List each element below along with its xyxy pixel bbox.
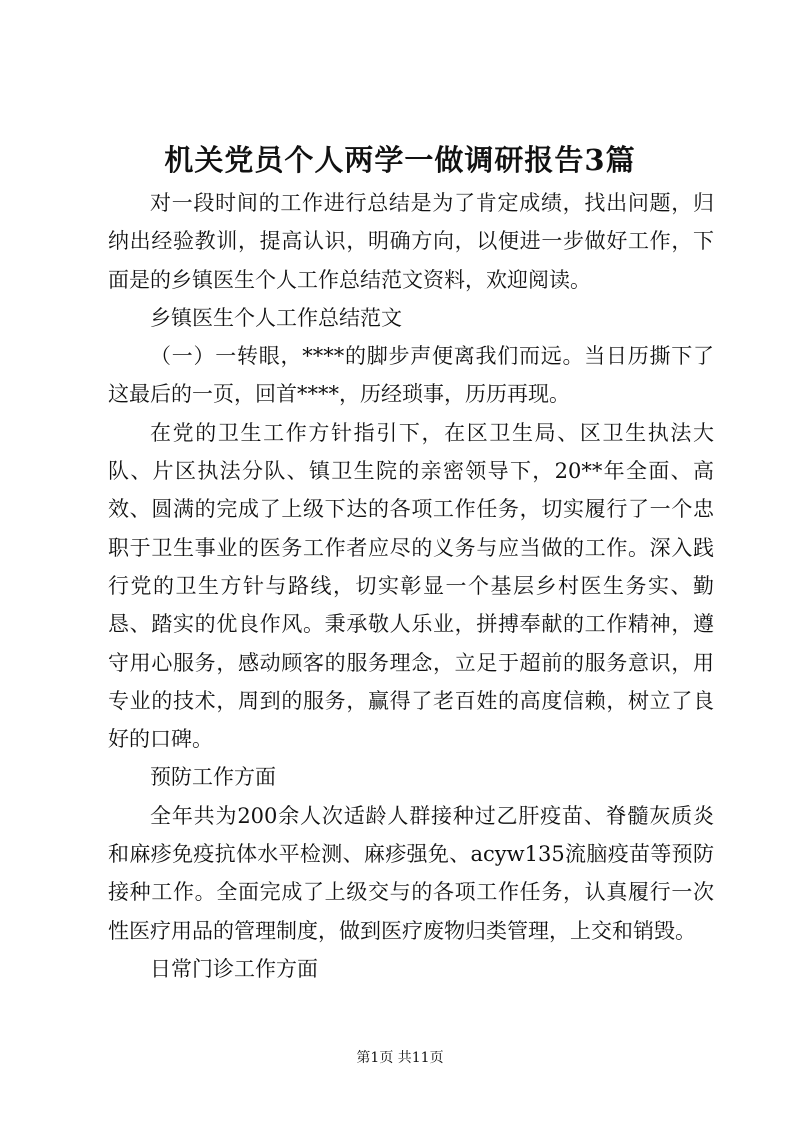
paragraph-main: 在党的卫生工作方针指引下，在区卫生局、区卫生执法大队、片区执法分队、镇卫生院的亲密领导下，20**年全面、高效、圆满的完成了上级下达的各项工作任务，切实履行了一个忠职于卫生事业的医务工作者应尽的义务与应当做的工作。深入践行党的卫生方针与路线，切实彰显一个基层乡村医生务实、勤恳、踏实的优良作风。秉承敬人乐业，拼搏奉献的工作精神，遵守用心服务，感动顾客的服务理念，立足于超前的服务意识，用专业的技术，周到的服务，赢得了老百姓的高度信赖，树立了良好的口碑。 [108,420,714,752]
paragraph-prevention: 全年共为200余人次适龄人群接种过乙肝疫苗、脊髓灰质炎和麻疹免疫抗体水平检测、麻疹强免、acyw135流脑疫苗等预防接种工作。全面完成了上级交与的各项工作任务，认真履行一次性医疗用品的管理制度，做到医疗废物归类管理，上交和销毁。 [108,803,714,943]
paragraph-opening: （一）一转眼，****的脚步声便离我们而远。当日历撕下了这最后的一页，回首****，历经琐事，历历再现。 [108,344,714,407]
section-heading-summary: 乡镇医生个人工作总结范文 [150,305,402,330]
document-title: 机关党员个人两学一做调研报告3篇 [164,143,636,177]
document-body [108,184,714,988]
section-heading-outpatient: 日常门诊工作方面 [150,956,318,981]
section-heading-prevention: 预防工作方面 [150,765,276,790]
page-footer: 第1页 共11页 [356,1050,444,1066]
intro-paragraph: 对一段时间的工作进行总结是为了肯定成绩，找出问题，归纳出经验教训，提高认识，明确方向，以便进一步做好工作，下面是的乡镇医生个人工作总结范文资料，欢迎阅读。 [108,191,714,292]
